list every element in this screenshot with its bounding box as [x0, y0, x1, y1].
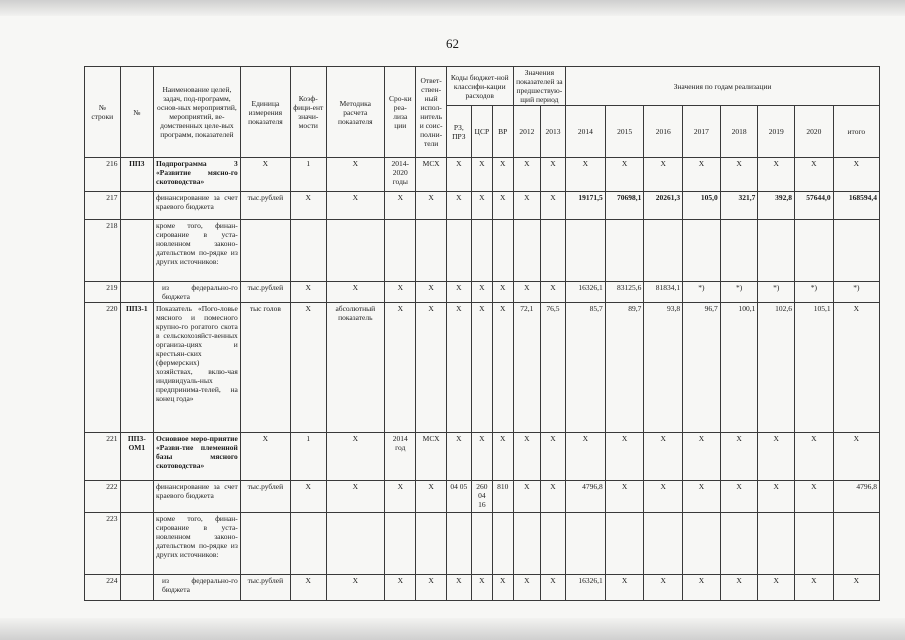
cell-rz — [446, 513, 471, 575]
cell-terms: 2014 год — [385, 433, 416, 481]
cell-v2015: X — [605, 433, 644, 481]
cell-csr: 260 04 16 — [471, 481, 492, 513]
header-previous-period: Значения показателей за предшествую-щий период — [513, 67, 565, 106]
cell-total: X — [833, 433, 879, 481]
cell-v2014 — [566, 513, 606, 575]
header-terms: Сро-ки реа-лиза ции — [385, 67, 416, 158]
cell-total: 168594,4 — [833, 192, 879, 220]
cell-v2012: X — [513, 158, 540, 192]
cell-terms: X — [385, 282, 416, 303]
cell-resp: МСХ — [416, 433, 446, 481]
cell-v2020: 105,1 — [794, 303, 833, 433]
cell-rz: X — [446, 575, 471, 601]
header-rz: РЗ, ПРЗ — [446, 106, 471, 158]
cell-resp: X — [416, 575, 446, 601]
cell-line: 219 — [85, 282, 121, 303]
cell-method: X — [326, 433, 385, 481]
cell-vr — [492, 513, 513, 575]
cell-v2014 — [566, 220, 606, 282]
cell-v2012: X — [513, 481, 540, 513]
cell-v2016: X — [644, 158, 683, 192]
cell-line: 224 — [85, 575, 121, 601]
cell-v2015: 70698,1 — [605, 192, 644, 220]
cell-method — [326, 513, 385, 575]
header-budget-codes: Коды бюджет-ной классифи-кации расходов — [446, 67, 513, 106]
cell-line: 222 — [85, 481, 121, 513]
cell-v2020 — [794, 220, 833, 282]
cell-v2019: 392,8 — [758, 192, 795, 220]
cell-v2018: X — [720, 481, 758, 513]
cell-resp: X — [416, 192, 446, 220]
cell-vr: X — [492, 282, 513, 303]
cell-name: Подпрограмма 3 «Развитие мясно-го скотоводства» — [154, 158, 241, 192]
cell-v2013 — [540, 513, 565, 575]
header-unit: Единица измерения показателя — [240, 67, 290, 158]
cell-total: *) — [833, 282, 879, 303]
header-vr: ВР — [492, 106, 513, 158]
cell-terms — [385, 513, 416, 575]
cell-terms: 2014-2020 годы — [385, 158, 416, 192]
header-coefficient: Коэф-фици-ент значи-мости — [290, 67, 326, 158]
table-row — [85, 303, 880, 433]
cell-coef — [290, 513, 326, 575]
cell-unit — [240, 513, 290, 575]
cell-v2013 — [540, 220, 565, 282]
cell-v2019 — [758, 513, 795, 575]
cell-v2012 — [513, 513, 540, 575]
cell-unit: X — [240, 158, 290, 192]
cell-v2015: 83125,6 — [605, 282, 644, 303]
table-row — [85, 158, 880, 192]
cell-name: кроме того, финан-сирование в уста-новленном законо-дательством по-рядке из других источников: — [154, 513, 241, 575]
cell-method: X — [326, 192, 385, 220]
header-years: Значения по годам реализации — [566, 67, 880, 106]
header-2014: 2014 — [566, 106, 606, 158]
cell-total: 4796,8 — [833, 481, 879, 513]
cell-v2014: 4796,8 — [566, 481, 606, 513]
cell-total: X — [833, 303, 879, 433]
cell-csr: X — [471, 433, 492, 481]
header-2017: 2017 — [683, 106, 721, 158]
cell-csr: X — [471, 303, 492, 433]
cell-v2013: X — [540, 575, 565, 601]
header-csr: ЦСР — [471, 106, 492, 158]
cell-v2016 — [644, 220, 683, 282]
cell-v2018: X — [720, 433, 758, 481]
cell-v2015: X — [605, 575, 644, 601]
header-method: Методика расчета показателя — [326, 67, 385, 158]
cell-method: X — [326, 282, 385, 303]
cell-v2018: X — [720, 158, 758, 192]
header-2018: 2018 — [720, 106, 758, 158]
cell-v2013: X — [540, 192, 565, 220]
cell-v2020: X — [794, 575, 833, 601]
cell-coef: 1 — [290, 433, 326, 481]
cell-name: кроме того, финан-сирование в уста-новленном законо-дательством по-рядке из других источников: — [154, 220, 241, 282]
cell-terms — [385, 220, 416, 282]
cell-name: из федерально-го бюджета — [154, 575, 241, 601]
cell-v2017: X — [683, 575, 721, 601]
header-number: № — [120, 67, 153, 158]
cell-csr: X — [471, 192, 492, 220]
cell-no: ПП3-1 — [120, 303, 153, 433]
cell-v2018: 321,7 — [720, 192, 758, 220]
cell-csr: X — [471, 158, 492, 192]
cell-line: 218 — [85, 220, 121, 282]
cell-v2012: X — [513, 192, 540, 220]
cell-rz: X — [446, 282, 471, 303]
cell-v2016: 20261,3 — [644, 192, 683, 220]
cell-name: из федерально-го бюджета — [154, 282, 241, 303]
header-name: Наименование целей, задач, под-программ, основ-ных мероприятий, мероприятий, ве-домственных целе-вых программ, показателей — [154, 67, 241, 158]
cell-name: Показатель «Пого-ловье мясного и помесного крупно-го рогатого скота в сельскохозяйст-венных организа-циях и крестьян-ских (фермерских) хозяйствах, вклю-чая индивидуаль-ных предпринима-телей, на конец года» — [154, 303, 241, 433]
cell-total — [833, 220, 879, 282]
table-row — [85, 220, 880, 282]
cell-vr: X — [492, 192, 513, 220]
cell-rz — [446, 220, 471, 282]
cell-unit: X — [240, 433, 290, 481]
cell-line: 217 — [85, 192, 121, 220]
cell-v2013: X — [540, 433, 565, 481]
cell-v2017: *) — [683, 282, 721, 303]
cell-v2019 — [758, 220, 795, 282]
cell-v2017: X — [683, 158, 721, 192]
cell-vr: X — [492, 158, 513, 192]
header-2019: 2019 — [758, 106, 795, 158]
cell-v2017 — [683, 220, 721, 282]
cell-rz: 04 05 — [446, 481, 471, 513]
cell-v2018: 100,1 — [720, 303, 758, 433]
cell-v2016: X — [644, 433, 683, 481]
cell-v2013: X — [540, 282, 565, 303]
cell-vr: X — [492, 303, 513, 433]
cell-coef: X — [290, 192, 326, 220]
cell-v2017: 96,7 — [683, 303, 721, 433]
cell-csr — [471, 220, 492, 282]
cell-no: ПП3 — [120, 158, 153, 192]
cell-rz: X — [446, 158, 471, 192]
cell-v2019: X — [758, 433, 795, 481]
cell-v2015: X — [605, 158, 644, 192]
cell-v2013: X — [540, 158, 565, 192]
header-row-number: № строки — [85, 67, 121, 158]
cell-method: абсолютный показатель — [326, 303, 385, 433]
cell-v2012: X — [513, 282, 540, 303]
cell-line: 221 — [85, 433, 121, 481]
cell-v2020: *) — [794, 282, 833, 303]
cell-rz: X — [446, 192, 471, 220]
cell-v2015 — [605, 220, 644, 282]
cell-coef: X — [290, 303, 326, 433]
cell-resp — [416, 220, 446, 282]
cell-resp: X — [416, 303, 446, 433]
cell-v2013: X — [540, 481, 565, 513]
cell-v2014: 16326,1 — [566, 575, 606, 601]
cell-v2016: X — [644, 575, 683, 601]
cell-v2020: X — [794, 158, 833, 192]
scan-shadow-bottom — [0, 618, 905, 640]
cell-v2014: 19171,5 — [566, 192, 606, 220]
cell-v2017: 105,0 — [683, 192, 721, 220]
cell-v2014: 16326,1 — [566, 282, 606, 303]
table-row — [85, 513, 880, 575]
cell-v2013: 76,5 — [540, 303, 565, 433]
cell-rz: X — [446, 433, 471, 481]
cell-coef: X — [290, 575, 326, 601]
cell-line: 223 — [85, 513, 121, 575]
page-number: 62 — [446, 36, 459, 51]
cell-vr: X — [492, 433, 513, 481]
cell-vr — [492, 220, 513, 282]
cell-v2020 — [794, 513, 833, 575]
cell-unit: тыс.рублей — [240, 481, 290, 513]
cell-v2014: X — [566, 158, 606, 192]
cell-terms: X — [385, 575, 416, 601]
cell-terms: X — [385, 481, 416, 513]
cell-name: Основное меро-приятие «Разви-тие племенной базы мясного скотоводства» — [154, 433, 241, 481]
cell-v2016: X — [644, 481, 683, 513]
cell-total: X — [833, 575, 879, 601]
cell-v2015: X — [605, 481, 644, 513]
cell-unit: тыс.рублей — [240, 575, 290, 601]
cell-v2019: *) — [758, 282, 795, 303]
cell-no — [120, 192, 153, 220]
cell-unit: тыс.рублей — [240, 282, 290, 303]
header-total: итого — [833, 106, 879, 158]
cell-coef — [290, 220, 326, 282]
cell-no: ПП3-ОМ1 — [120, 433, 153, 481]
cell-v2020: X — [794, 433, 833, 481]
cell-v2020: 57644,0 — [794, 192, 833, 220]
table-row — [85, 575, 880, 601]
scan-shadow-top — [0, 0, 905, 16]
cell-v2017 — [683, 513, 721, 575]
table-row — [85, 433, 880, 481]
cell-no — [120, 481, 153, 513]
cell-v2019: X — [758, 575, 795, 601]
cell-total — [833, 513, 879, 575]
header-2012: 2012 — [513, 106, 540, 158]
cell-coef: 1 — [290, 158, 326, 192]
cell-name: финансирование за счет краевого бюджета — [154, 481, 241, 513]
cell-method: X — [326, 481, 385, 513]
table-row — [85, 282, 880, 303]
cell-v2012: X — [513, 433, 540, 481]
cell-csr: X — [471, 575, 492, 601]
header-2013: 2013 — [540, 106, 565, 158]
cell-vr: 810 — [492, 481, 513, 513]
cell-resp — [416, 513, 446, 575]
cell-v2019: X — [758, 481, 795, 513]
header-responsible: Ответ-ствен-ный испол-нитель и соис-полни-тели — [416, 67, 446, 158]
header-2015: 2015 — [605, 106, 644, 158]
cell-v2016: 81834,1 — [644, 282, 683, 303]
cell-v2018 — [720, 220, 758, 282]
cell-terms: X — [385, 192, 416, 220]
cell-line: 220 — [85, 303, 121, 433]
cell-v2012: X — [513, 575, 540, 601]
cell-v2014: 85,7 — [566, 303, 606, 433]
cell-coef: X — [290, 282, 326, 303]
cell-vr: X — [492, 575, 513, 601]
cell-v2018: X — [720, 575, 758, 601]
cell-v2012 — [513, 220, 540, 282]
table-body — [85, 158, 880, 601]
cell-no — [120, 513, 153, 575]
cell-v2018 — [720, 513, 758, 575]
cell-unit: тыс голов — [240, 303, 290, 433]
table-row — [85, 481, 880, 513]
cell-v2016 — [644, 513, 683, 575]
cell-v2014: X — [566, 433, 606, 481]
cell-csr: X — [471, 282, 492, 303]
cell-rz: X — [446, 303, 471, 433]
cell-resp: МСХ — [416, 158, 446, 192]
cell-resp: X — [416, 282, 446, 303]
cell-unit: тыс.рублей — [240, 192, 290, 220]
cell-csr — [471, 513, 492, 575]
cell-method — [326, 220, 385, 282]
cell-unit — [240, 220, 290, 282]
cell-v2017: X — [683, 481, 721, 513]
program-table — [84, 66, 880, 601]
cell-resp: X — [416, 481, 446, 513]
cell-no — [120, 220, 153, 282]
header-2020: 2020 — [794, 106, 833, 158]
cell-name: финансирование за счет краевого бюджета — [154, 192, 241, 220]
cell-no — [120, 575, 153, 601]
cell-total: X — [833, 158, 879, 192]
cell-v2015 — [605, 513, 644, 575]
header-2016: 2016 — [644, 106, 683, 158]
cell-line: 216 — [85, 158, 121, 192]
cell-v2017: X — [683, 433, 721, 481]
cell-coef: X — [290, 481, 326, 513]
cell-v2015: 89,7 — [605, 303, 644, 433]
cell-no — [120, 282, 153, 303]
table-row — [85, 192, 880, 220]
cell-method: X — [326, 575, 385, 601]
cell-v2019: X — [758, 158, 795, 192]
table-header — [85, 67, 880, 158]
cell-v2012: 72,1 — [513, 303, 540, 433]
cell-terms: X — [385, 303, 416, 433]
cell-method: X — [326, 158, 385, 192]
cell-v2019: 102,6 — [758, 303, 795, 433]
cell-v2018: *) — [720, 282, 758, 303]
cell-v2020: X — [794, 481, 833, 513]
cell-v2016: 93,8 — [644, 303, 683, 433]
